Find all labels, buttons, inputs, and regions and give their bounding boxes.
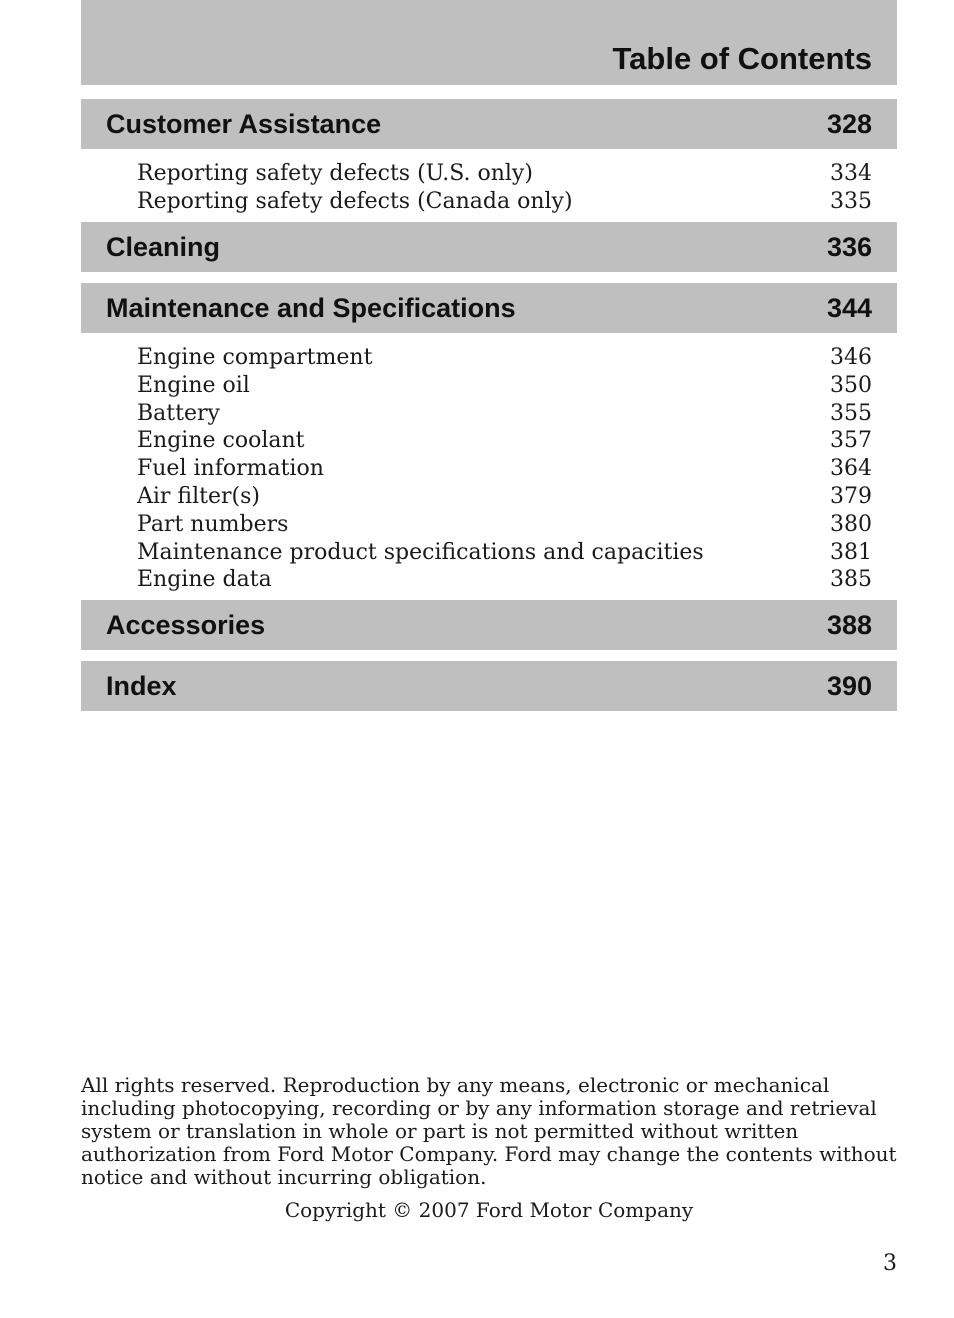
- section-page-number: 390: [826, 671, 872, 701]
- entry-page-number: 355: [830, 400, 872, 426]
- section-title: Index: [106, 671, 177, 701]
- page-number: 3: [883, 1251, 897, 1276]
- toc-entry[interactable]: [137, 372, 872, 400]
- page-header: [81, 0, 897, 85]
- entry-title: Reporting safety defects (U.S. only): [137, 161, 533, 186]
- toc-section-customer-assistance[interactable]: [81, 99, 897, 149]
- copyright-notice: Copyright © 2007 Ford Motor Company: [284, 1198, 694, 1222]
- toc-section-maintenance[interactable]: [81, 283, 897, 333]
- toc-subsection-list: [137, 160, 872, 216]
- entry-title: Engine compartment: [137, 345, 373, 370]
- entry-page-number: 346: [830, 345, 872, 370]
- section-page-number: 328: [826, 109, 872, 139]
- section-title: Customer Assistance: [106, 109, 382, 139]
- section-title: Cleaning: [106, 232, 221, 262]
- toc-subsection-list: [137, 344, 872, 594]
- entry-page-number: 350: [830, 372, 872, 398]
- entry-title: Engine data: [137, 567, 272, 593]
- entry-page-number: 357: [830, 428, 872, 454]
- entry-page-number: 335: [830, 188, 872, 214]
- entry-title: Reporting safety defects (Canada only): [137, 188, 573, 214]
- toc-entry[interactable]: [137, 400, 872, 428]
- entry-title: Engine oil: [137, 372, 250, 398]
- toc-section-accessories[interactable]: [81, 600, 897, 650]
- entry-title: Battery: [137, 400, 220, 426]
- toc-entry[interactable]: [137, 539, 872, 567]
- entry-title: Engine coolant: [137, 428, 305, 454]
- section-title: Accessories: [106, 610, 266, 640]
- section-page-number: 344: [826, 293, 872, 323]
- toc-entry[interactable]: [137, 455, 872, 483]
- toc-entry[interactable]: [137, 511, 872, 539]
- toc-section-cleaning[interactable]: [81, 222, 897, 272]
- legal-notice: [81, 1074, 897, 1189]
- entry-page-number: 364: [830, 456, 872, 482]
- toc-entry[interactable]: [137, 483, 872, 511]
- entry-title: Part numbers: [137, 511, 289, 537]
- toc-entry[interactable]: [137, 188, 872, 216]
- legal-line: authorization from Ford Motor Company. Ford may change the contents without: [81, 1142, 897, 1166]
- toc-entry[interactable]: [137, 566, 872, 594]
- entry-page-number: 379: [830, 483, 872, 509]
- entry-page-number: 380: [830, 511, 872, 537]
- page-title: Table of Contents: [612, 41, 872, 76]
- entry-page-number: 334: [830, 161, 872, 186]
- section-title: Maintenance and Specifications: [106, 293, 516, 323]
- toc-entry[interactable]: [137, 160, 872, 188]
- entry-title: Fuel information: [137, 456, 324, 482]
- entry-page-number: 381: [830, 539, 872, 565]
- toc-entry[interactable]: [137, 427, 872, 455]
- section-page-number: 336: [826, 232, 872, 262]
- toc-entry[interactable]: [137, 344, 872, 372]
- entry-title: Maintenance product specifications and capacities: [137, 539, 704, 565]
- legal-line: notice and without incurring obligation.: [81, 1165, 487, 1189]
- entry-page-number: 385: [830, 567, 872, 593]
- legal-line: system or translation in whole or part is not permitted without written: [81, 1119, 799, 1143]
- toc-section-index[interactable]: [81, 661, 897, 711]
- legal-line: All rights reserved. Reproduction by any means, electronic or mechanical: [81, 1073, 830, 1097]
- legal-line: including photocopying, recording or by any information storage and retrieval: [81, 1096, 877, 1120]
- entry-title: Air filter(s): [137, 483, 260, 509]
- section-page-number: 388: [826, 610, 872, 640]
